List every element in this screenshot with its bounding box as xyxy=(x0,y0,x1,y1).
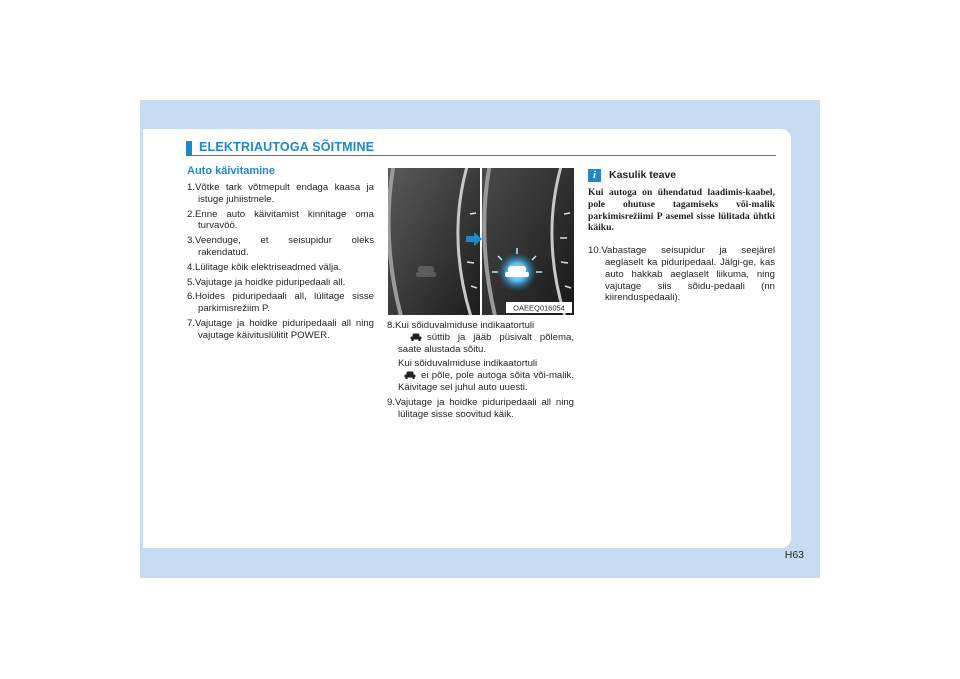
ready-indicator-icon xyxy=(410,333,422,341)
section-header xyxy=(186,140,776,156)
list-item: 6.Hoides piduripedaali all, lülitage sisse parkimisrežiim P. xyxy=(187,291,374,315)
step-9: 9.Vajutage ja hoidke piduripedaali all ning lülitage sisse soovitud käik. xyxy=(387,396,574,420)
info-body: Kui autoga on ühendatud laadimis-kaabel, pole ohutuse tagamiseks või-malik parkimisrežiimi P asemel sisse lülitada ühtki käiku. xyxy=(588,187,775,234)
ready-note-lead: Kui sõiduvalmiduse indikaatortuli xyxy=(398,358,538,370)
step-8 xyxy=(387,320,574,355)
list-item: 4.Lülitage kõik elektriseadmed välja. xyxy=(187,261,342,273)
list-item: 5.Vajutage ja hoidke piduripedaali all. xyxy=(187,276,346,288)
ready-note-rest: ei põle, pole autoga sõita või-malik. Käivitage sel juhul auto uuesti. xyxy=(398,370,574,393)
section-bar xyxy=(186,141,192,155)
column-left xyxy=(187,165,374,345)
ready-indicator-icon xyxy=(404,371,416,379)
ready-note xyxy=(387,358,574,393)
info-box-header xyxy=(588,169,775,184)
list-item: 3.Veenduge, et seisupidur oleks rakendatud. xyxy=(187,235,374,258)
subsection-title: Auto käivitamine xyxy=(187,165,276,177)
cluster-illustration xyxy=(388,168,574,315)
step-8-rest: süttib ja jääb püsivalt põlema, saate alustada sõitu. xyxy=(398,331,574,355)
step-10: 10.Vabastage seisupidur ja seejärel aeglaselt ka piduripedaal. Jälgi-ge, kas auto hakkab aeglaselt liikuma, ning vajutage siis sõidu-pedaali (nn kiirenduspedaali). xyxy=(588,245,775,304)
page-number: H63 xyxy=(784,549,804,561)
column-right xyxy=(588,169,775,304)
start-steps-list xyxy=(187,182,374,342)
section-title: ELEKTRIAUTOGA SÕITMINE xyxy=(199,140,375,154)
list-item: 2.Enne auto käivitamist kinnitage oma turvavöö. xyxy=(187,208,374,232)
list-item: 7.Vajutage ja hoidke piduripedaali all ning vajutage käivituslülitit POWER. xyxy=(187,317,374,341)
list-item: 1.Võtke tark võtmepult endaga kaasa ja istuge juhiistmele. xyxy=(187,182,374,205)
figure-code: OAEEQ016054 xyxy=(513,303,565,313)
column-middle xyxy=(387,320,574,423)
info-icon: i xyxy=(588,169,601,182)
cluster-figure xyxy=(388,168,574,315)
step-8-lead: 8.Kui sõiduvalmiduse indikaatortuli xyxy=(387,320,535,331)
section-rule xyxy=(186,155,776,156)
info-title: Kasulik teave xyxy=(609,169,677,181)
